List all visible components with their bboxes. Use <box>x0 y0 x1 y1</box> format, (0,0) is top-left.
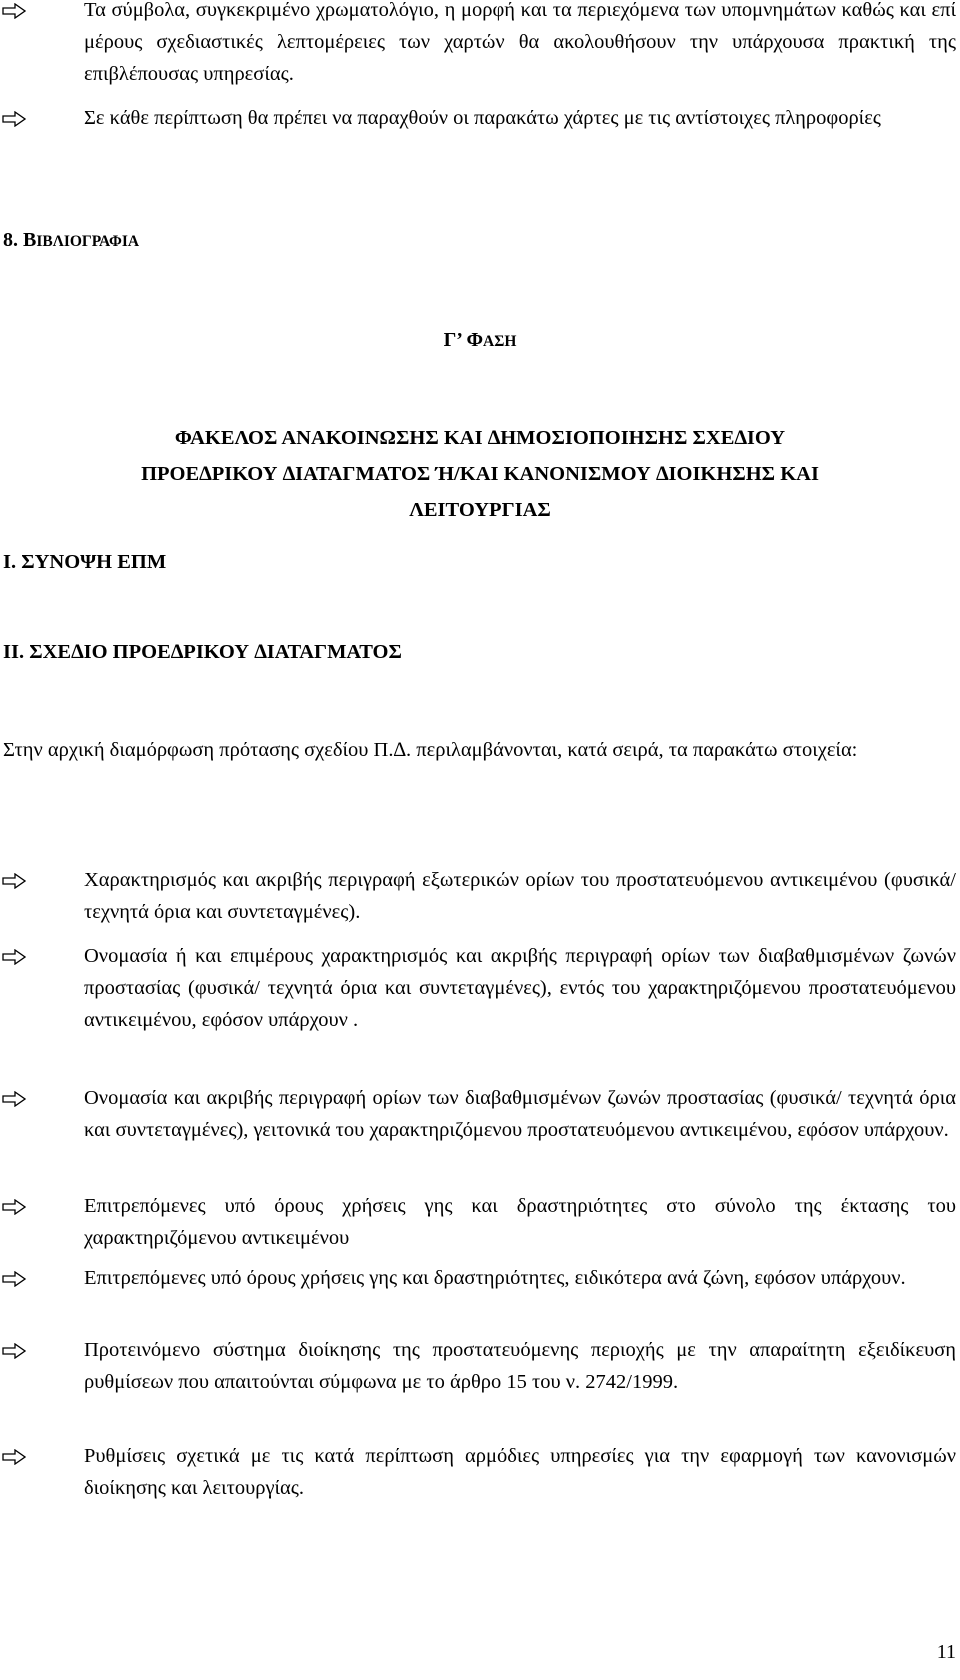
list-item-text: Ονομασία και ακριβής περιγραφή ορίων των διαβαθμισμένων ζωνών προστασίας (φυσικά/ τεχνητά όρια και συντεταγμένες), γειτονικά του χαρακτηριζόμενου προστατευόμενου αντικειμένου, εφόσον υπάρχουν. <box>84 1087 956 1141</box>
section-1-title: Ι. ΣΥΝΟΨΗ ΕΠΜ <box>3 551 167 573</box>
list-item-text: Επιτρεπόμενες υπό όρους χρήσεις γης και δραστηριότητες, ειδικότερα ανά ζώνη, εφόσον υπάρχουν. <box>84 1267 906 1289</box>
outline-right-arrow-icon <box>2 1449 26 1465</box>
heading-number: 8. Β <box>3 229 37 251</box>
list-item <box>0 1082 956 1146</box>
heading-text: ΙΒΛΙΟΓΡΑΦΙΑ <box>36 233 140 250</box>
list-item <box>0 1190 956 1254</box>
intro-paragraph: Στην αρχική διαμόρφωση πρότασης σχεδίου Π.∆. περιλαμβάνονται, κατά σειρά, τα παρακάτω στοιχεία: <box>3 739 858 761</box>
title-line: ΛΕΙΤΟΥΡΓΙΑΣ <box>409 499 551 521</box>
list-item-text: Σε κάθε περίπτωση θα πρέπει να παραχθούν οι παρακάτω χάρτες με τις αντίστοιχες πληροφορίες <box>84 107 881 129</box>
list-item-text: Ρυθμίσεις σχετικά με τις κατά περίπτωση αρμόδιες υπηρεσίες για την εφαρμογή των κανονισμών διοίκησης και λειτουργίας. <box>84 1445 956 1499</box>
outline-right-arrow-icon <box>2 3 26 19</box>
list-item-text: Ονομασία ή και επιμέρους χαρακτηρισμός και ακριβής περιγραφή ορίων των διαβαθμισμένων ζωνών προστασίας (φυσικά/ τεχνητά όρια και συντεταγμένες), εντός του χαρακτηριζόμενου προστατευόμενου αντικειμένου, εφόσον υπάρχουν . <box>84 945 956 1031</box>
outline-right-arrow-icon <box>2 111 26 127</box>
list-item <box>0 1262 956 1294</box>
list-item <box>0 940 956 1036</box>
list-item <box>0 1440 956 1504</box>
phase-heading <box>0 326 960 356</box>
outline-right-arrow-icon <box>2 1343 26 1359</box>
outline-right-arrow-icon <box>2 1271 26 1287</box>
phase-heading-rest: ΑΣΗ <box>483 333 517 350</box>
phase-heading-lead: Γ’ Φ <box>443 329 484 351</box>
outline-right-arrow-icon <box>2 1199 26 1215</box>
list-item <box>0 102 956 134</box>
document-title <box>0 420 960 528</box>
list-item-text: Επιτρεπόμενες υπό όρους χρήσεις γης και δραστηριότητες στο σύνολο της έκτασης του χαρακτηριζόμενου αντικειμένου <box>84 1195 956 1249</box>
list-item <box>0 1334 956 1398</box>
outline-right-arrow-icon <box>2 873 26 889</box>
outline-right-arrow-icon <box>2 1091 26 1107</box>
page-number: 11 <box>936 1641 956 1663</box>
list-item-text: Προτεινόμενο σύστημα διοίκησης της προστατευόμενης περιοχής με την απαραίτητη εξειδίκευση ρυθμίσεων που απαιτούνται σύμφωνα με το άρθρο 15 του ν. 2742/1999. <box>84 1339 956 1393</box>
section-2-title: ΙΙ. ΣΧΕ∆ΙΟ ΠΡΟΕ∆ΡΙΚΟΥ ∆ΙΑΤΑΓΜΑΤΟΣ <box>3 641 402 663</box>
bibliography-heading <box>3 226 139 256</box>
outline-right-arrow-icon <box>2 949 26 965</box>
list-item <box>0 864 956 928</box>
list-item-text: Χαρακτηρισμός και ακριβής περιγραφή εξωτερικών ορίων του προστατευόμενου αντικειμένου (φυσικά/ τεχνητά όρια και συντεταγμένες). <box>84 869 956 923</box>
list-item <box>0 0 956 90</box>
list-item-text: Τα σύμβολα, συγκεκριμένο χρωματολόγιο, η μορφή και τα περιεχόμενα των υπομνημάτων καθώς και επί μέρους σχεδιαστικές λεπτομέρειες των χαρτών θα ακολουθήσουν την υπάρχουσα πρακτική της επιβλέπουσας υπηρεσίας. <box>84 0 956 85</box>
title-line: ΦΑΚΕΛΟΣ ΑΝΑΚΟΙΝΩΣΗΣ ΚΑΙ ∆ΗΜΟΣΙΟΠΟΙΗΣΗΣ ΣΧΕ∆ΙΟΥ <box>174 427 786 449</box>
title-line: ΠΡΟΕ∆ΡΙΚΟΥ ∆ΙΑΤΑΓΜΑΤΟΣ Ή/ΚΑΙ ΚΑΝΟΝΙΣΜΟΥ ∆ΙΟΙΚΗΣΗΣ ΚΑΙ <box>141 463 819 485</box>
